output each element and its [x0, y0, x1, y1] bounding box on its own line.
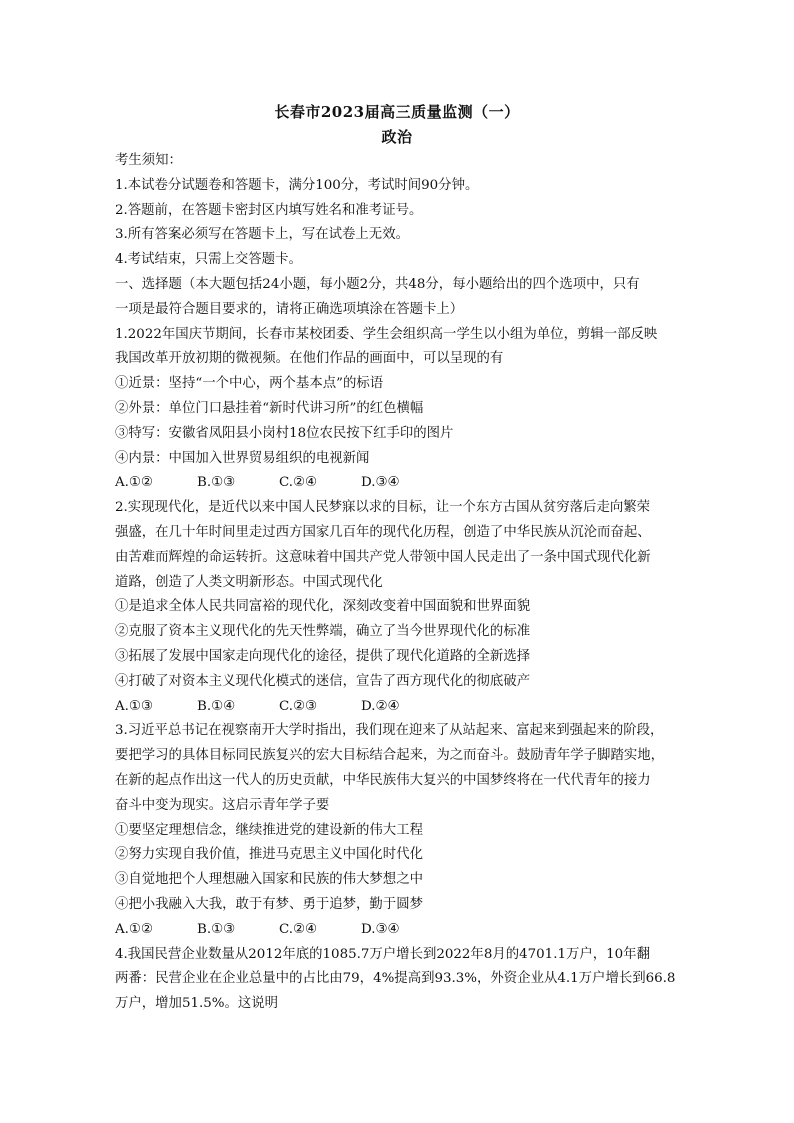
- option-a: A.①②: [115, 921, 153, 937]
- question-stem-line: 4.我国民营企业数量从2012年底的1085.7万户增长到2022年8月的4701.1万户，10年翻: [115, 946, 650, 962]
- question-2: [115, 496, 695, 719]
- answer-options: [115, 695, 695, 720]
- question-4: [115, 943, 695, 1017]
- question-stem-line: 万户，增加51.5%。这说明: [115, 996, 279, 1012]
- question-statement: ①要坚定理想信念，继续推进党的建设新的伟大工程: [115, 822, 423, 838]
- option-b: B.①③: [197, 475, 236, 491]
- section-heading-line: 一、选择题（本大题包括24小题，每小题2分，共48分，每小题给出的四个选项中，只有: [115, 276, 640, 292]
- question-statement: ④把小我融入大我，敢于有梦、勇于追梦，勤于圆梦: [115, 896, 423, 912]
- answer-options: [115, 471, 695, 496]
- question-statement: ④内景：中国加入世界贸易组织的电视新闻: [115, 450, 370, 466]
- question-stem-line: 1.2022年国庆节期间，长春市某校团委、学生会组织高一学生以小组为单位，剪辑一部反映: [115, 326, 658, 342]
- option-c: C.②③: [279, 698, 318, 714]
- option-a: A.①②: [115, 475, 153, 491]
- question-stem-line: 在新的起点作出这一代人的历史贡献，中华民族伟大复兴的中国梦终将在一代代青年的接力: [115, 772, 651, 788]
- option-d: D.③④: [361, 921, 400, 937]
- question-statement: ④打破了对资本主义现代化模式的迷信，宣告了西方现代化的彻底破产: [115, 673, 531, 689]
- question-statement: ③拓展了发展中国家走向现代化的途径，提供了现代化道路的全新选择: [115, 648, 531, 664]
- question-stem-line: 道路，创造了人类文明新形态。中国式现代化: [115, 574, 383, 590]
- notice-item: 4.考试结束，只需上交答题卡。: [115, 252, 302, 268]
- subject-title: 政治: [381, 128, 413, 146]
- question-statement: ③自觉地把个人理想融入国家和民族的伟大梦想之中: [115, 872, 423, 888]
- question-stem-line: 奋斗中变为现实。这启示青年学子要: [115, 797, 330, 813]
- option-a: A.①③: [115, 698, 153, 714]
- question-3: [115, 719, 695, 942]
- question-stem-line: 由苦难而辉煌的命运转折。这意味着中国共产党人带领中国人民走出了一条中国式现代化新: [115, 549, 651, 565]
- option-c: C.②④: [279, 921, 318, 937]
- notice-heading: 考生须知：: [115, 153, 182, 168]
- question-1: [115, 323, 695, 497]
- question-statement: ③特写：安徽省凤阳县小岗村18位农民按下红手印的图片: [115, 425, 454, 441]
- question-statement: ①近景：坚持“一个中心，两个基本点”的标语: [115, 376, 384, 392]
- option-d: D.③④: [361, 475, 400, 491]
- option-c: C.②④: [279, 475, 318, 491]
- question-stem-line: 强盛，在几十年时间里走过西方国家几百年的现代化历程，创造了中华民族从沉沦而奋起、: [115, 524, 651, 540]
- question-stem-line: 要把学习的具体目标同民族复兴的宏大目标结合起来，为之而奋斗。鼓励青年学子脚踏实地，: [115, 748, 665, 764]
- question-stem-line: 两番：民营企业在企业总量中的占比由79，4%提高到93.3%，外资企业从4.1万户增长到66.8: [115, 971, 676, 987]
- option-d: D.②④: [361, 698, 400, 714]
- answer-options: [115, 918, 695, 943]
- question-statement: ②外景：单位门口悬挂着“新时代讲习所”的红色横幅: [115, 400, 424, 416]
- question-statement: ②克服了资本主义现代化的先天性弊端，确立了当今世界现代化的标准: [115, 624, 531, 640]
- option-b: B.①④: [197, 698, 236, 714]
- notice-item: 1.本试卷分试题卷和答题卡，满分100分，考试时间90分钟。: [115, 177, 479, 193]
- exam-title: 长春市2023届高三质量监测（一）: [274, 103, 520, 121]
- section-heading-line: 一项是最符合题目要求的，请将正确选项填涂在答题卡上）: [115, 301, 464, 317]
- notice-item: 3.所有答案必须写在答题卡上，写在试卷上无效。: [115, 227, 409, 243]
- exam-content: [115, 149, 695, 1017]
- question-stem-line: 2.实现现代化，是近代以来中国人民梦寐以求的目标，让一个东方古国从贫穷落后走向繁荣: [115, 500, 651, 516]
- question-stem-line: 3.习近平总书记在视察南开大学时指出，我们现在迎来了从站起来、富起来到强起来的阶段，: [115, 723, 664, 739]
- option-b: B.①③: [197, 921, 236, 937]
- notice-item: 2.答题前，在答题卡密封区内填写姓名和准考证号。: [115, 202, 423, 218]
- question-statement: ①是追求全体人民共同富裕的现代化，深刻改变着中国面貌和世界面貌: [115, 599, 531, 615]
- question-stem-line: 我国改革开放初期的微视频。在他们作品的画面中，可以呈现的有: [115, 351, 504, 367]
- question-statement: ②努力实现自我价值，推进马克思主义中国化时代化: [115, 847, 423, 863]
